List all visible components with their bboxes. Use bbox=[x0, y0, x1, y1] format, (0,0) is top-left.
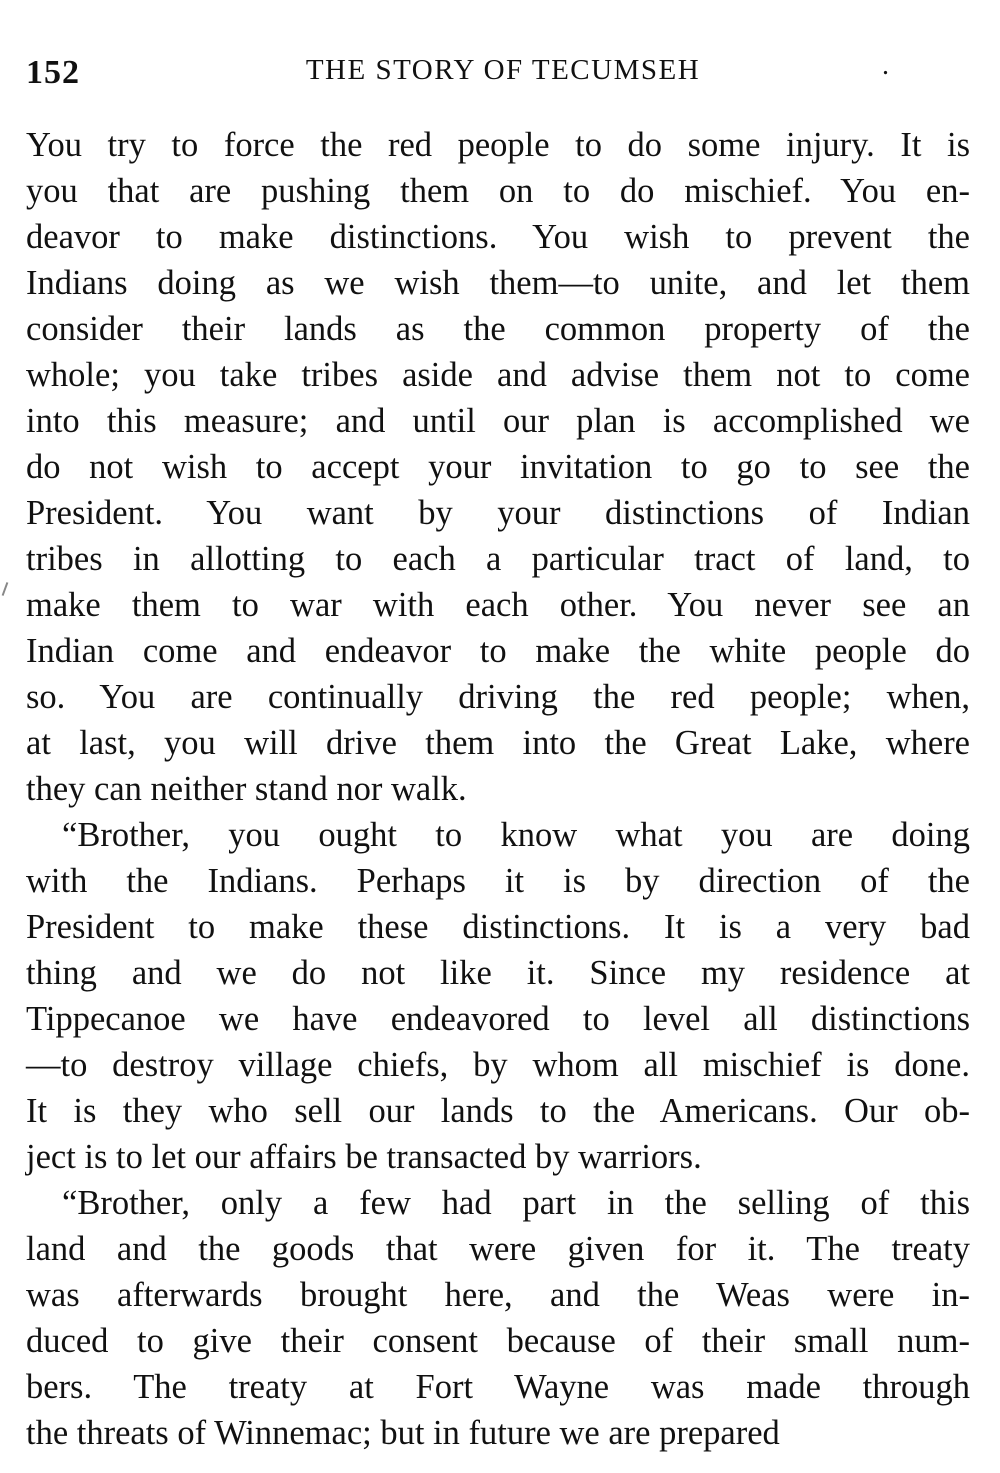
text-line: “Brother, you ought to know what you are doing bbox=[62, 816, 970, 854]
text-line: so. You are continually driving the red people; when, bbox=[26, 678, 970, 716]
text-line: Indians doing as we wish them—to unite, and let them bbox=[26, 264, 970, 302]
text-line: make them to war with each other. You never see an bbox=[26, 586, 970, 624]
text-line: thing and we do not like it. Since my residence at bbox=[26, 954, 970, 992]
text-line: Indian come and endeavor to make the white people do bbox=[26, 632, 970, 670]
text-line: into this measure; and until our plan is accomplished we bbox=[26, 402, 970, 440]
text-line: “Brother, only a few had part in the selling of this bbox=[62, 1184, 970, 1222]
text-line: tribes in allotting to each a particular tract of land, to bbox=[26, 540, 970, 578]
paragraph bbox=[26, 122, 970, 812]
page-number: 152 bbox=[26, 54, 80, 91]
text-line: President. You want by your distinctions of Indian bbox=[26, 494, 970, 532]
text-line: you that are pushing them on to do mischief. You en- bbox=[26, 172, 970, 210]
book-title: THE STORY OF TECUMSEH bbox=[305, 54, 701, 86]
paragraph bbox=[26, 1180, 970, 1456]
text-line: with the Indians. Perhaps it is by direction of the bbox=[26, 862, 970, 900]
text-line: President to make these distinctions. It is a very bad bbox=[26, 908, 970, 946]
paragraph bbox=[26, 812, 970, 1180]
text-line: do not wish to accept your invitation to go to see the bbox=[26, 448, 970, 486]
running-head bbox=[26, 50, 970, 94]
text-line: Tippecanoe we have endeavored to level all distinctions bbox=[26, 1000, 970, 1038]
text-line: bers. The treaty at Fort Wayne was made through bbox=[26, 1368, 970, 1406]
text-line: deavor to make distinctions. You wish to prevent the bbox=[26, 218, 970, 256]
text-line: —to destroy village chiefs, by whom all mischief is done. bbox=[26, 1046, 970, 1084]
text-line: land and the goods that were given for it. The treaty bbox=[26, 1230, 970, 1268]
stray-mark: . bbox=[882, 50, 889, 81]
text-line: whole; you take tribes aside and advise them not to come bbox=[26, 356, 970, 394]
text-line: they can neither stand nor walk. bbox=[26, 770, 467, 808]
text-line: It is they who sell our lands to the Americans. Our ob- bbox=[26, 1092, 970, 1130]
body-text bbox=[26, 122, 970, 1456]
margin-mark bbox=[2, 582, 9, 596]
text-line: was afterwards brought here, and the Weas were in- bbox=[26, 1276, 970, 1314]
text-line: You try to force the red people to do some injury. It is bbox=[26, 126, 970, 164]
text-line: at last, you will drive them into the Great Lake, where bbox=[26, 724, 970, 762]
text-line: consider their lands as the common property of the bbox=[26, 310, 970, 348]
text-line: duced to give their consent because of their small num- bbox=[26, 1322, 970, 1360]
text-line: the threats of Winnemac; but in future we are prepared bbox=[26, 1414, 780, 1452]
text-line: ject is to let our affairs be transacted by warriors. bbox=[26, 1138, 702, 1176]
